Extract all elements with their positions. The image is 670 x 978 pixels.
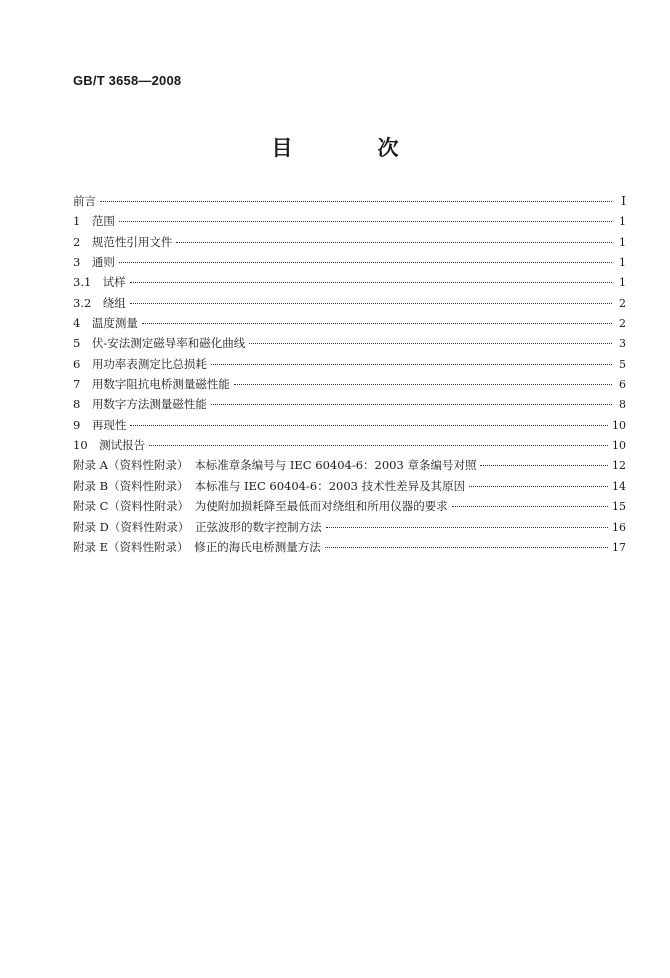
toc-entry-label: 4 温度测量 <box>73 316 138 331</box>
toc-entry[interactable] <box>73 455 626 475</box>
toc-entry[interactable] <box>73 293 626 313</box>
toc-entry[interactable] <box>73 394 626 414</box>
toc-entry-label: 10 测试报告 <box>73 438 146 453</box>
toc-entry-page: 17 <box>612 540 626 554</box>
toc-entry-page: 6 <box>619 378 626 392</box>
dot-leader <box>480 465 608 466</box>
toc-entry[interactable] <box>73 232 626 252</box>
dot-leader <box>211 404 612 405</box>
dot-leader <box>211 364 612 365</box>
toc-entry[interactable] <box>73 252 626 272</box>
toc-entry-page: 1 <box>619 235 626 249</box>
toc-entry[interactable] <box>73 313 626 333</box>
dot-leader <box>325 547 608 548</box>
toc-entry-page: 2 <box>619 317 626 331</box>
toc-entry[interactable] <box>73 537 626 557</box>
dot-leader <box>119 221 612 222</box>
toc-entry-label: 前言 <box>73 194 96 208</box>
toc-entry-label: 3 通则 <box>73 255 115 270</box>
toc-entry[interactable] <box>73 374 626 394</box>
toc-entry[interactable] <box>73 496 626 516</box>
toc-entry-label: 3.1 试样 <box>73 275 126 290</box>
toc-entry-label: 附录 C（资料性附录） 为使附加损耗降至最低而对绕组和所用仪器的要求 <box>73 499 448 514</box>
toc-entry-label: 9 再现性 <box>73 417 127 432</box>
toc-entry-page: 8 <box>619 398 626 412</box>
toc-entry[interactable] <box>73 333 626 353</box>
toc-entry-page: 14 <box>612 479 626 493</box>
toc-entry-page: 3 <box>619 337 626 351</box>
toc-entry-page: 10 <box>612 439 626 453</box>
dot-leader <box>119 262 612 263</box>
toc-entry-page: 1 <box>619 215 626 229</box>
toc-entry-label: 6 用功率表测定比总损耗 <box>73 356 207 371</box>
toc-entry-page: 12 <box>612 459 626 473</box>
toc-entry[interactable] <box>73 517 626 537</box>
toc-entry[interactable] <box>73 211 626 231</box>
toc-entry[interactable] <box>73 476 626 496</box>
toc-entry[interactable] <box>73 272 626 292</box>
toc-entry-label: 附录 B（资料性附录） 本标准与 IEC 60404-6：2003 技术性差异及其原因 <box>73 478 466 493</box>
toc-entry-page: 1 <box>619 256 626 270</box>
toc-entry-page: 5 <box>619 357 626 371</box>
dot-leader <box>130 303 612 304</box>
dot-leader <box>234 384 612 385</box>
toc-entry-label: 附录 E（资料性附录） 修正的海氏电桥测量方法 <box>73 539 321 554</box>
toc-entry-label: 附录 D（资料性附录） 正弦波形的数字控制方法 <box>73 519 322 534</box>
dot-leader <box>130 282 612 283</box>
toc-entry[interactable] <box>73 435 626 455</box>
toc-entry-page: 15 <box>612 500 626 514</box>
table-of-contents <box>73 191 626 557</box>
dot-leader <box>100 201 612 202</box>
dot-leader <box>149 445 608 446</box>
dot-leader <box>176 242 612 243</box>
dot-leader <box>326 527 608 528</box>
dot-leader <box>249 343 612 344</box>
toc-entry[interactable] <box>73 415 626 435</box>
toc-entry-label: 2 规范性引用文件 <box>73 234 173 249</box>
dot-leader <box>142 323 612 324</box>
toc-entry-label: 附录 A（资料性附录） 本标准章条编号与 IEC 60404-6：2003 章条编号对照 <box>73 458 477 473</box>
standard-code: GB/T 3658—2008 <box>73 73 182 88</box>
toc-entry[interactable] <box>73 354 626 374</box>
toc-entry-label: 5 伏-安法测定磁导率和磁化曲线 <box>73 336 246 351</box>
toc-entry-label: 8 用数字方法测量磁性能 <box>73 397 207 412</box>
dot-leader <box>469 486 608 487</box>
toc-entry-page: 10 <box>612 418 626 432</box>
dot-leader <box>452 506 608 507</box>
page-title: 目 次 <box>271 136 431 160</box>
toc-entry-page: Ⅰ <box>621 194 626 208</box>
toc-entry-page: 2 <box>619 296 626 310</box>
toc-entry-label: 1 范围 <box>73 214 115 229</box>
dot-leader <box>130 425 608 426</box>
toc-entry-page: 16 <box>612 520 626 534</box>
toc-entry-label: 7 用数字阻抗电桥测量磁性能 <box>73 377 230 392</box>
toc-entry[interactable] <box>73 191 626 211</box>
toc-entry-label: 3.2 绕组 <box>73 295 126 310</box>
toc-entry-page: 1 <box>619 276 626 290</box>
